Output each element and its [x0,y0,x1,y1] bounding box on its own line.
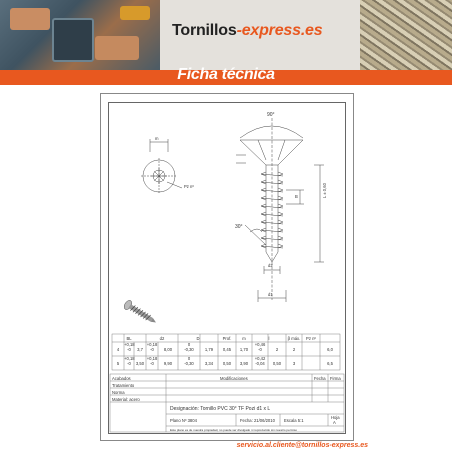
drawing-date: Fecha: 21/06/2010 [240,418,275,423]
spec-header-d2: d2 [159,336,165,341]
title-col-firma: Firma [330,376,341,381]
sheet-label: Hoja [331,415,340,420]
spec-cell: 3 [292,361,296,366]
spec-header-bl: BL [126,336,132,341]
spec-cell: 8,00 [163,347,173,352]
spec-cell: 3,34 [204,361,214,366]
spec-header-m: m [242,336,246,341]
spec-cell: 3,90 [239,361,249,366]
dim-l-label: L ± 0,60 [322,183,327,198]
brand-tld: .es [300,22,323,39]
spec-cell: 2 [292,347,296,352]
designation: Designación: Tornillo PVC 30° TF Pozi d1 x L [170,406,271,412]
spec-cell: 3,7 [137,347,143,352]
spec-header-pz: Pz nº [306,336,316,341]
screw-perspective-image [123,299,159,327]
dim-d1-label: d1 [268,292,273,297]
drawing-scale: Escala 5:1 [284,418,304,423]
sheet-number: A [333,420,336,425]
spec-cell: 1,79 [204,347,214,352]
legal-note: Este plano es de nuestra propiedad, no puede ser divulgado ni reproducido sin nuestro permiso [170,428,298,432]
plano-number: Plano Nº 3804 [170,418,197,423]
customer-service-email[interactable]: servicio.al.cliente@tornillos-express.es [236,442,368,449]
title-block-grid [110,374,344,432]
spec-cell: 0 -0,30 [184,356,194,366]
angle-arc-90 [240,126,303,138]
spec-cell: 4 [116,347,120,352]
spec-cell: 5 [116,361,120,366]
brand-accent: -express [236,22,301,39]
spec-cell: 0,50 [272,361,282,366]
brand-name: Tornillos [172,22,237,39]
spec-cell: +0,18 -0 [124,342,135,352]
title-row-acabados: Acabados [112,376,131,381]
spec-cell: +0,42 -0,04 [254,356,266,366]
pozi-label: Pz nº [184,184,194,189]
spec-cell: 0,50 [222,361,232,366]
spec-cell: 0,45 [222,347,232,352]
spec-header-beta: β máx. [287,336,301,341]
title-row-material: Material: acero [112,397,140,402]
spec-cell: 0 -0,30 [184,342,194,352]
spec-cell: +0,18 -0 [124,356,135,366]
spec-cell: 6,0 [327,347,333,352]
spec-cell: +0,18 -0 [146,356,158,366]
spec-header-l: l [268,336,270,341]
spec-cell: 9,90 [163,361,173,366]
title-row-tratamiento: Tratamiento [112,383,135,388]
title-row-norma: Norma [112,390,125,395]
spec-cell: 3,50 [135,361,145,366]
screw-head-side [240,140,303,165]
spec-cell: +0,18 -0 [146,342,158,352]
dim-b-label: B [295,194,298,199]
spec-cell: 1,70 [239,347,249,352]
title-col-fecha: Fecha [314,376,326,381]
title-col-modificaciones: Modificaciones [220,376,248,381]
dim-m-label: m [155,136,159,141]
dim-d2-label: d2 [268,263,273,268]
spec-cell: 2 [275,347,279,352]
spec-cell: 6,5 [327,361,333,366]
spec-header-d: D [196,336,200,341]
angle-90-label: 90° [267,112,275,118]
page-title: Ficha técnica [177,66,275,83]
angle-30-label: 30° [235,224,243,230]
spec-header-prof: Prof. [222,336,232,341]
spec-cell: +0,46 -0 [254,342,266,352]
